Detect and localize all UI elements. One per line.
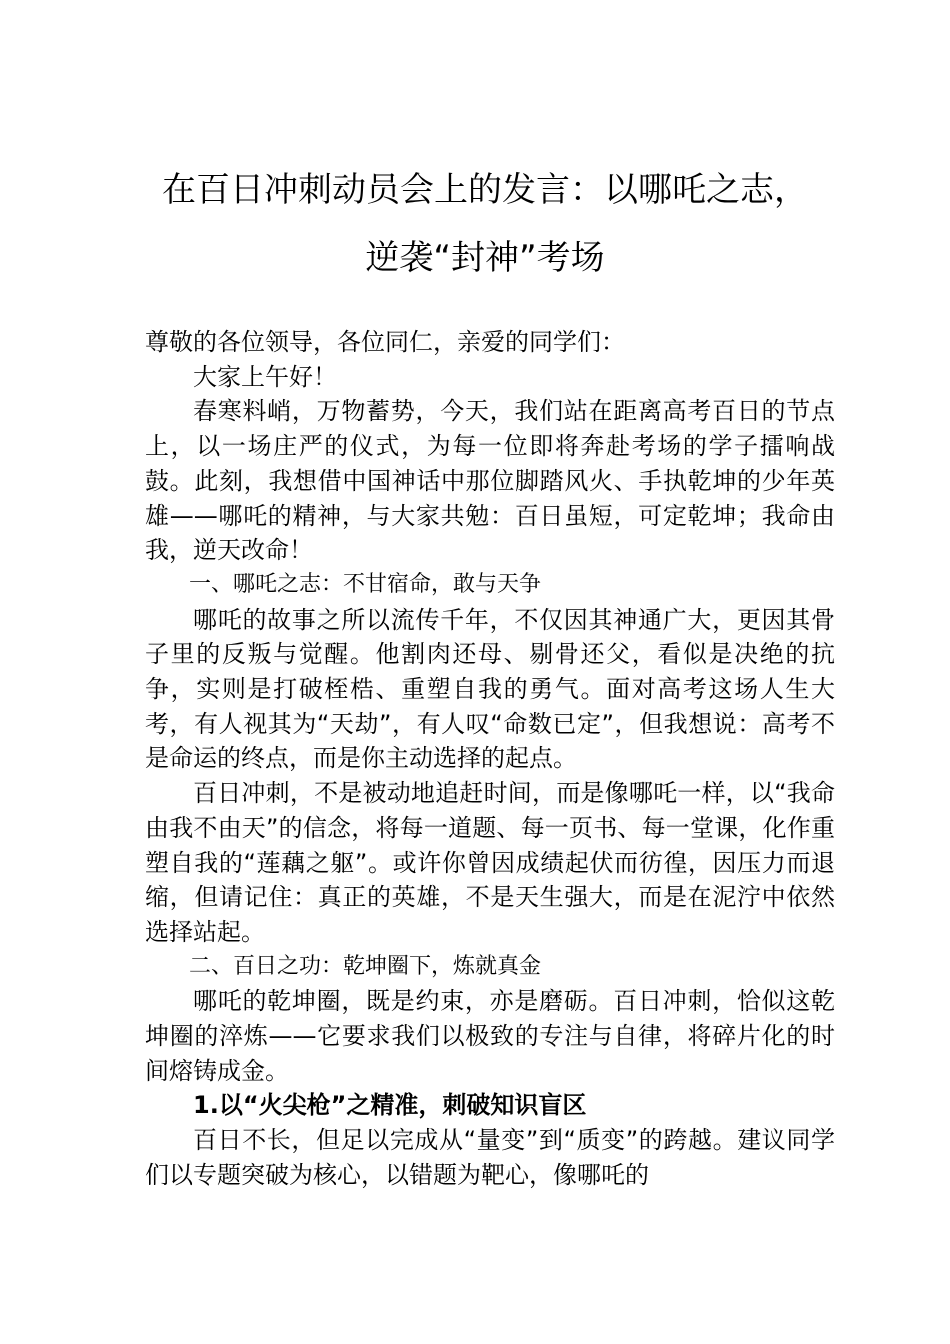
greeting: 大家上午好！ bbox=[193, 362, 337, 391]
paragraph: 哪吒的乾坤圈，既是约束，亦是磨砺。百日冲刺，恰似这乾坤圈的淬炼——它要求我们以极致的专注与自律，将碎片化的时间熔铸成金。 bbox=[145, 987, 835, 1085]
section-heading-2: 二、百日之功：乾坤圈下，炼就真金 bbox=[189, 953, 542, 979]
subsection-heading-1: 1.以“火尖枪”之精准，刺破知识盲区 bbox=[193, 1091, 587, 1120]
document-body bbox=[145, 325, 835, 1193]
document-title-line-2: 逆袭“封神”考场 bbox=[365, 238, 605, 278]
paragraph: 哪吒的故事之所以流传千年，不仅因其神通广大，更因其骨子里的反叛与觉醒。他割肉还母、剔骨还父，看似是决绝的抗争，实则是打破桎梏、重塑自我的勇气。面对高考这场人生大考，有人视其为“天劫”，有人叹“命数已定”，但我想说：高考不是命运的终点，而是你主动选择的起点。 bbox=[145, 605, 835, 773]
paragraph: 春寒料峭，万物蓄势，今天，我们站在距离高考百日的节点上，以一场庄严的仪式，为每一位即将奔赴考场的学子擂响战鼓。此刻，我想借中国神话中那位脚踏风火、手执乾坤的少年英雄——哪吒的精神，与大家共勉：百日虽短，可定乾坤；我命由我，逆天改命！ bbox=[145, 397, 835, 565]
section-heading-1: 一、哪吒之志：不甘宿命，敢与天争 bbox=[189, 571, 542, 597]
document-title-line-1: 在百日冲刺动员会上的发言：以哪吒之志， bbox=[162, 170, 808, 210]
salutation: 尊敬的各位领导，各位同仁，亲爱的同学们： bbox=[145, 328, 625, 356]
paragraph: 百日冲刺，不是被动地追赶时间，而是像哪吒一样，以“我命由我不由天”的信念，将每一道题、每一页书、每一堂课，化作重塑自我的“莲藕之躯”。或许你曾因成绩起伏而彷徨，因压力而退缩，但请记住：真正的英雄，不是天生强大，而是在泥泞中依然选择站起。 bbox=[145, 779, 835, 946]
paragraph: 百日不长，但足以完成从“量变”到“质变”的跨越。建议同学们以专题突破为核心，以错题为靶心，像哪吒的 bbox=[145, 1126, 835, 1189]
